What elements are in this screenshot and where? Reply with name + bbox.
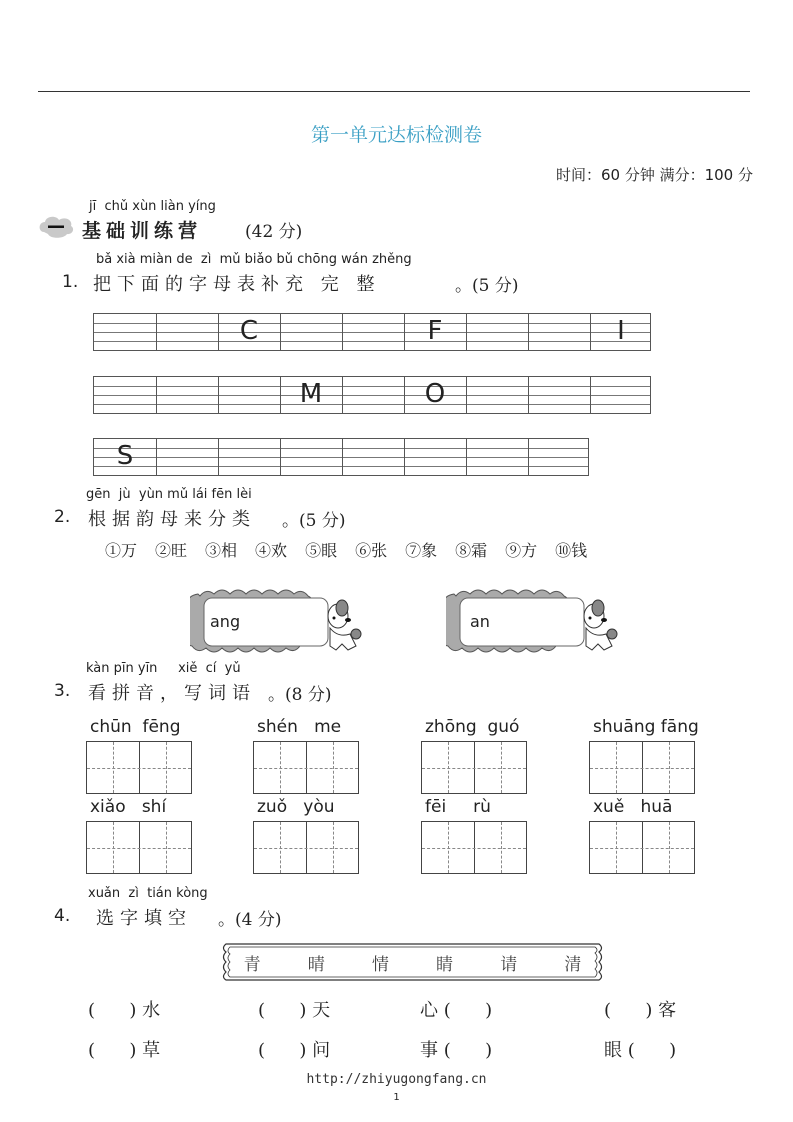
footer-url: http://zhiyugongfang.cn xyxy=(306,1072,487,1087)
q2-pinyin: gēn jù yùn mǔ lái fēn lèi xyxy=(86,487,252,502)
grid-guide-line xyxy=(94,457,588,458)
grid-cell-divider xyxy=(590,377,591,413)
page-title: 第一单元达标检测卷 xyxy=(310,124,482,146)
grid-cell-divider xyxy=(218,377,219,413)
section-title: 基础训练营 xyxy=(82,220,203,242)
fill-blank-item[interactable]: ( ) 天 xyxy=(258,1000,331,1021)
tianzige-box[interactable] xyxy=(253,741,359,794)
grid-cell-divider xyxy=(342,377,343,413)
box-guide xyxy=(254,768,358,769)
q1-text: 把下面的字母表补充 完 整 xyxy=(93,274,381,295)
grid-cell-divider xyxy=(466,439,467,475)
q2-option: ④欢 xyxy=(255,541,288,560)
q3-score: 。(8 分) xyxy=(268,685,332,705)
grid-guide-line xyxy=(94,323,650,324)
alphabet-row-1 xyxy=(93,313,651,351)
q2-options xyxy=(105,538,605,561)
q2-option: ②旺 xyxy=(155,541,188,560)
q1-score: 。(5 分) xyxy=(455,276,519,296)
fill-blank-item[interactable]: ( ) 水 xyxy=(88,1000,161,1021)
fill-blank-item[interactable]: ( ) 客 xyxy=(604,1000,677,1021)
grid-letter: C xyxy=(239,316,259,346)
char-choice: 情 xyxy=(371,955,389,975)
grid-cell-divider xyxy=(156,439,157,475)
grid-letter: M xyxy=(299,379,323,409)
tianzige-box[interactable] xyxy=(86,741,192,794)
grid-letter: F xyxy=(427,316,443,346)
section-badge-icon xyxy=(38,214,74,240)
grid-cell-divider xyxy=(280,314,281,350)
top-rule xyxy=(38,91,750,92)
q2-option: ①万 xyxy=(105,541,138,560)
char-choice: 清 xyxy=(564,955,582,975)
alphabet-row-3 xyxy=(93,438,589,476)
grid-guide-line xyxy=(94,386,650,387)
grid-cell-divider xyxy=(466,377,467,413)
grid-cell-divider xyxy=(156,377,157,413)
grid-guide-line xyxy=(94,395,650,396)
tianzige-box[interactable] xyxy=(86,821,192,874)
q3-word-pinyin: shén me xyxy=(257,717,342,737)
grid-letter: O xyxy=(424,379,446,409)
char-choice: 睛 xyxy=(436,955,454,975)
tianzige-box[interactable] xyxy=(421,821,527,874)
q2-number: 2. xyxy=(54,507,71,527)
q3-number: 3. xyxy=(54,681,71,701)
cloud-an-label: an xyxy=(470,612,490,631)
exam-meta: 时间：60 分钟 满分：100 分 xyxy=(555,166,753,184)
grid-cell-divider xyxy=(404,439,405,475)
q3-text: 看拼音，写词语 xyxy=(88,683,256,704)
q2-option: ⑥张 xyxy=(355,541,388,560)
q1-number: 1. xyxy=(62,272,79,292)
grid-cell-divider xyxy=(466,314,467,350)
alphabet-row-2 xyxy=(93,376,651,414)
box-guide xyxy=(87,768,191,769)
q3-word-pinyin: zuǒ yòu xyxy=(257,797,335,817)
grid-letter: I xyxy=(617,316,625,346)
q4-number: 4. xyxy=(54,906,71,926)
box-guide xyxy=(254,848,358,849)
grid-guide-line xyxy=(94,332,650,333)
q3-word-pinyin: chūn fēng xyxy=(90,717,181,737)
box-guide xyxy=(87,848,191,849)
grid-guide-line xyxy=(94,404,650,405)
q3-word-pinyin: xuě huā xyxy=(593,797,673,817)
q2-option: ⑩钱 xyxy=(555,541,588,560)
grid-letter: S xyxy=(116,441,134,471)
char-choice: 晴 xyxy=(307,955,325,975)
section-score: (42 分) xyxy=(245,222,303,242)
q2-option: ⑦象 xyxy=(405,541,438,560)
box-guide xyxy=(590,848,694,849)
box-guide xyxy=(422,848,526,849)
q2-option: ⑧霜 xyxy=(455,541,488,560)
section-pinyin: jī chǔ xùn liàn yíng xyxy=(89,199,216,214)
fill-blank-item[interactable]: 事 ( ) xyxy=(420,1040,493,1061)
q2-option: ⑨方 xyxy=(505,541,538,560)
q2-option: ⑤眼 xyxy=(305,541,338,560)
fill-blank-item[interactable]: 眼 ( ) xyxy=(604,1040,677,1061)
q3-pinyin: kàn pīn yīn xiě cí yǔ xyxy=(86,661,241,676)
page-number: 1 xyxy=(393,1092,400,1103)
grid-cell-divider xyxy=(528,314,529,350)
grid-cell-divider xyxy=(528,439,529,475)
tianzige-box[interactable] xyxy=(589,821,695,874)
box-guide xyxy=(590,768,694,769)
grid-cell-divider xyxy=(342,314,343,350)
grid-guide-line xyxy=(94,341,650,342)
q1-pinyin: bǎ xià miàn de zì mǔ biǎo bǔ chōng wán zhěng xyxy=(96,252,412,267)
q4-text: 选字填空 xyxy=(96,908,192,929)
char-choice: 青 xyxy=(243,955,261,975)
q2-score: 。(5 分) xyxy=(282,511,346,531)
box-guide xyxy=(422,768,526,769)
char-choice: 请 xyxy=(500,955,518,975)
grid-guide-line xyxy=(94,448,588,449)
cloud-ang-label: ang xyxy=(210,612,241,631)
tianzige-box[interactable] xyxy=(253,821,359,874)
grid-cell-divider xyxy=(218,439,219,475)
char-choices xyxy=(220,950,605,975)
q2-text: 根据韵母来分类 xyxy=(88,509,256,530)
grid-cell-divider xyxy=(528,377,529,413)
tianzige-box[interactable] xyxy=(421,741,527,794)
q3-word-pinyin: fēi rù xyxy=(425,797,491,817)
q4-score: 。(4 分) xyxy=(218,910,282,930)
grid-guide-line xyxy=(94,466,588,467)
tianzige-box[interactable] xyxy=(589,741,695,794)
fill-blank-item[interactable]: 心 ( ) xyxy=(420,1000,493,1021)
q2-option: ③相 xyxy=(205,541,238,560)
grid-cell-divider xyxy=(156,314,157,350)
q4-pinyin: xuǎn zì tián kòng xyxy=(88,886,208,901)
grid-cell-divider xyxy=(280,439,281,475)
q3-word-pinyin: xiǎo shí xyxy=(90,797,167,817)
grid-cell-divider xyxy=(342,439,343,475)
q3-word-pinyin: zhōng guó xyxy=(425,717,520,737)
q3-word-pinyin: shuāng fāng xyxy=(593,717,699,737)
fill-blank-item[interactable]: ( ) 草 xyxy=(88,1040,161,1061)
fill-blank-item[interactable]: ( ) 问 xyxy=(258,1040,331,1061)
